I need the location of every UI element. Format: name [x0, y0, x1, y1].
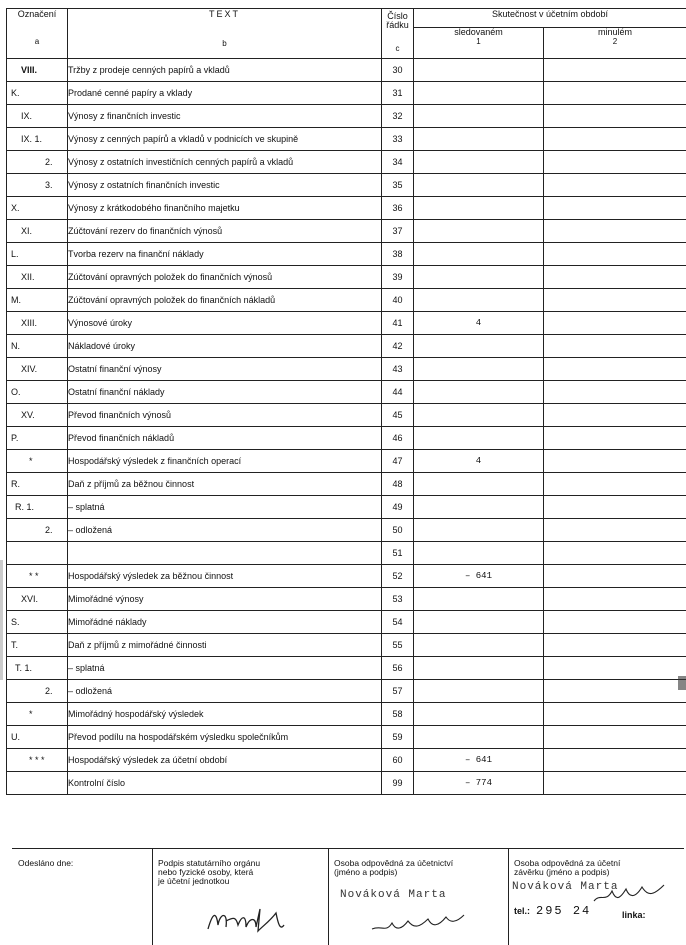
previous-period-cell [544, 197, 686, 220]
table-row [7, 703, 686, 726]
row-text: Daň z příjmů za běžnou činnost [68, 473, 382, 496]
closing-label: Osoba odpovědná za účetní závěrku (jméno a podpis) [514, 859, 620, 877]
accounting-person-name: Nováková Marta [340, 891, 446, 900]
row-number: 34 [382, 151, 414, 174]
previous-header-label: minulém [544, 28, 686, 37]
column-header-current [414, 28, 544, 59]
row-code [7, 243, 68, 266]
row-code-label: * [7, 709, 33, 719]
telephone-field [514, 907, 591, 916]
row-code-label: S. [7, 617, 20, 627]
row-text: Zúčtování rezerv do finančních výnosů [68, 220, 382, 243]
table-row [7, 358, 686, 381]
row-code [7, 657, 68, 680]
previous-period-cell [544, 703, 686, 726]
previous-period-cell [544, 105, 686, 128]
text-header-label: TEXT [209, 9, 240, 19]
row-number: 35 [382, 174, 414, 197]
row-code [7, 381, 68, 404]
row-code [7, 174, 68, 197]
current-period-cell [414, 473, 544, 496]
scan-corner-mark [678, 676, 686, 690]
current-period-cell [414, 404, 544, 427]
current-period-value: – 774 [465, 778, 492, 788]
table-row [7, 772, 686, 795]
row-number: 39 [382, 266, 414, 289]
current-period-cell [414, 59, 544, 82]
column-header-row-number [382, 9, 414, 59]
row-code-label: XV. [7, 410, 35, 420]
row-text: Výnosy z ostatních investičních cenných papírů a vkladů [68, 151, 382, 174]
current-period-value: – 641 [465, 755, 492, 765]
row-code [7, 473, 68, 496]
row-number: 58 [382, 703, 414, 726]
row-text: Mimořádný hospodářský výsledek [68, 703, 382, 726]
current-period-cell [414, 588, 544, 611]
row-code [7, 680, 68, 703]
table-row [7, 174, 686, 197]
table-row [7, 519, 686, 542]
row-code [7, 59, 68, 82]
previous-period-cell [544, 128, 686, 151]
row-number: 53 [382, 588, 414, 611]
table-body [7, 59, 686, 795]
row-code [7, 358, 68, 381]
row-number: 40 [382, 289, 414, 312]
current-period-cell [414, 680, 544, 703]
row-code [7, 588, 68, 611]
closing-person-box [508, 849, 684, 945]
accounting-signature-icon [368, 905, 478, 937]
current-period-value: 4 [476, 456, 481, 466]
current-period-cell [414, 197, 544, 220]
row-number: 55 [382, 634, 414, 657]
previous-period-cell [544, 749, 686, 772]
previous-period-cell [544, 381, 686, 404]
previous-period-cell [544, 611, 686, 634]
row-code [7, 726, 68, 749]
row-text: – splatná [68, 496, 382, 519]
table-row [7, 243, 686, 266]
row-code [7, 82, 68, 105]
previous-period-cell [544, 726, 686, 749]
previous-header-sub: 2 [544, 37, 686, 46]
current-period-cell [414, 312, 544, 335]
row-code-label: P. [7, 433, 18, 443]
row-text: Převod podílu na hospodářském výsledku společníkům [68, 726, 382, 749]
column-header-text [68, 9, 382, 59]
row-code [7, 542, 68, 565]
row-text: Prodané cenné papíry a vklady [68, 82, 382, 105]
previous-period-cell [544, 82, 686, 105]
table-row [7, 381, 686, 404]
table-row [7, 266, 686, 289]
row-code [7, 312, 68, 335]
row-code-label: * * [7, 571, 39, 581]
row-code-label: L. [7, 249, 19, 259]
column-group-period: Skutečnost v účetním období [414, 9, 686, 28]
row-number: 33 [382, 128, 414, 151]
table-row [7, 680, 686, 703]
row-number: 37 [382, 220, 414, 243]
row-number: 57 [382, 680, 414, 703]
row-code [7, 427, 68, 450]
row-text: Převod finančních výnosů [68, 404, 382, 427]
previous-period-cell [544, 220, 686, 243]
row-code [7, 496, 68, 519]
row-code [7, 128, 68, 151]
current-period-cell [414, 749, 544, 772]
row-code [7, 197, 68, 220]
current-period-cell [414, 450, 544, 473]
row-number: 41 [382, 312, 414, 335]
row-code-label: R. [7, 479, 20, 489]
previous-period-cell [544, 772, 686, 795]
current-period-cell [414, 726, 544, 749]
row-code-label: VIII. [7, 65, 37, 75]
row-number: 49 [382, 496, 414, 519]
table-row [7, 105, 686, 128]
code-header-sub: a [7, 37, 67, 46]
sent-date-box [12, 849, 153, 945]
row-code [7, 335, 68, 358]
previous-period-cell [544, 151, 686, 174]
row-code-label: 2. [7, 686, 53, 696]
table-row [7, 289, 686, 312]
scan-edge-mark [0, 560, 3, 680]
row-text: Výnosy z finančních investic [68, 105, 382, 128]
current-period-cell [414, 565, 544, 588]
current-header-sub: 1 [414, 37, 543, 46]
current-period-value: 4 [476, 318, 481, 328]
row-code [7, 519, 68, 542]
row-code-label: XVI. [7, 594, 38, 604]
table-row [7, 220, 686, 243]
row-number: 59 [382, 726, 414, 749]
accounting-person-box [328, 849, 509, 945]
current-period-cell [414, 496, 544, 519]
table-row [7, 611, 686, 634]
row-number: 51 [382, 542, 414, 565]
row-text: Tvorba rezerv na finanční náklady [68, 243, 382, 266]
current-period-cell [414, 128, 544, 151]
current-period-cell [414, 358, 544, 381]
row-text [68, 542, 382, 565]
row-code-label: K. [7, 88, 20, 98]
table-row [7, 312, 686, 335]
column-header-code [7, 9, 68, 59]
previous-period-cell [544, 657, 686, 680]
statutory-signature-icon [200, 895, 300, 939]
row-code-label: M. [7, 295, 21, 305]
current-period-cell [414, 220, 544, 243]
text-header-sub: b [68, 39, 381, 48]
row-code [7, 266, 68, 289]
accounting-label: Osoba odpovědná za účetnictví (jméno a podpis) [334, 859, 453, 877]
current-period-cell [414, 335, 544, 358]
previous-period-cell [544, 174, 686, 197]
row-number: 45 [382, 404, 414, 427]
previous-period-cell [544, 427, 686, 450]
row-code-label: R. 1. [7, 502, 34, 512]
row-code-label: * [7, 456, 33, 466]
row-number: 31 [382, 82, 414, 105]
row-code [7, 450, 68, 473]
row-code-label: 2. [7, 157, 53, 167]
financial-statement-table [6, 8, 686, 795]
current-period-cell [414, 657, 544, 680]
row-code [7, 749, 68, 772]
closing-signature-icon [590, 879, 680, 909]
row-text: Ostatní finanční výnosy [68, 358, 382, 381]
table-row [7, 565, 686, 588]
row-text: – splatná [68, 657, 382, 680]
table-row [7, 496, 686, 519]
row-code-label: XIII. [7, 318, 37, 328]
current-period-cell [414, 772, 544, 795]
row-code-label: U. [7, 732, 20, 742]
row-number: 52 [382, 565, 414, 588]
row-code [7, 703, 68, 726]
row-code-label: X. [7, 203, 20, 213]
row-text: Výnosové úroky [68, 312, 382, 335]
current-period-cell [414, 427, 544, 450]
row-number: 47 [382, 450, 414, 473]
row-code-label: * * * [7, 755, 45, 765]
table-row [7, 128, 686, 151]
telephone-value: 295 24 [536, 904, 591, 918]
row-code-label: O. [7, 387, 21, 397]
current-period-value: – 641 [465, 571, 492, 581]
row-text: Výnosy z ostatních finančních investic [68, 174, 382, 197]
row-number-header-label-2: řádku [382, 21, 413, 30]
row-text: Hospodářský výsledek za účetní období [68, 749, 382, 772]
current-period-cell [414, 151, 544, 174]
previous-period-cell [544, 335, 686, 358]
previous-period-cell [544, 404, 686, 427]
row-text: – odložená [68, 680, 382, 703]
current-period-cell [414, 266, 544, 289]
row-number: 50 [382, 519, 414, 542]
previous-period-cell [544, 358, 686, 381]
row-text: Mimořádné výnosy [68, 588, 382, 611]
row-code [7, 634, 68, 657]
previous-period-cell [544, 634, 686, 657]
table-row [7, 450, 686, 473]
row-code-label: 3. [7, 180, 53, 190]
current-period-cell [414, 381, 544, 404]
sent-date-label: Odesláno dne: [18, 859, 73, 868]
row-number: 48 [382, 473, 414, 496]
row-number: 43 [382, 358, 414, 381]
current-period-cell [414, 634, 544, 657]
row-text: Výnosy z krátkodobého finančního majetku [68, 197, 382, 220]
table-row [7, 82, 686, 105]
previous-period-cell [544, 473, 686, 496]
row-text: – odložená [68, 519, 382, 542]
row-code-label: IX. [7, 111, 32, 121]
table-row [7, 197, 686, 220]
previous-period-cell [544, 496, 686, 519]
row-code-label: T. [7, 640, 18, 650]
extension-label: linka: [622, 911, 646, 920]
row-code [7, 565, 68, 588]
current-period-cell [414, 519, 544, 542]
current-period-cell [414, 82, 544, 105]
table-row [7, 335, 686, 358]
previous-period-cell [544, 519, 686, 542]
table-row [7, 59, 686, 82]
row-number: 56 [382, 657, 414, 680]
current-header-label: sledovaném [414, 28, 543, 37]
table-row [7, 404, 686, 427]
table-row [7, 427, 686, 450]
table-row [7, 634, 686, 657]
row-number: 54 [382, 611, 414, 634]
table-row [7, 542, 686, 565]
table-row [7, 726, 686, 749]
row-text: Ostatní finanční náklady [68, 381, 382, 404]
current-period-cell [414, 611, 544, 634]
row-text: Převod finančních nákladů [68, 427, 382, 450]
row-number: 30 [382, 59, 414, 82]
previous-period-cell [544, 312, 686, 335]
row-number: 32 [382, 105, 414, 128]
row-text: Nákladové úroky [68, 335, 382, 358]
row-code-label: XIV. [7, 364, 37, 374]
table-row [7, 588, 686, 611]
row-text: Zúčtování opravných položek do finančních výnosů [68, 266, 382, 289]
previous-period-cell [544, 289, 686, 312]
previous-period-cell [544, 542, 686, 565]
statutory-signature-box [152, 849, 329, 945]
row-number-header-sub: c [382, 44, 413, 53]
row-number: 42 [382, 335, 414, 358]
statutory-label: Podpis statutárního orgánu nebo fyzické osoby, která je účetní jednotkou [158, 859, 260, 886]
row-text: Zúčtování opravných položek do finančních nákladů [68, 289, 382, 312]
row-number: 38 [382, 243, 414, 266]
table-row [7, 749, 686, 772]
previous-period-cell [544, 565, 686, 588]
telephone-label: tel.: [514, 906, 530, 916]
row-text: Výnosy z cenných papírů a vkladů v podnicích ve skupině [68, 128, 382, 151]
row-text: Daň z příjmů z mimořádné činnosti [68, 634, 382, 657]
previous-period-cell [544, 59, 686, 82]
current-period-cell [414, 703, 544, 726]
signature-footer [12, 848, 684, 945]
row-code-label: XII. [7, 272, 35, 282]
closing-person-name: Nováková Marta [512, 883, 618, 892]
previous-period-cell [544, 266, 686, 289]
row-code [7, 611, 68, 634]
row-text: Tržby z prodeje cenných papírů a vkladů [68, 59, 382, 82]
previous-period-cell [544, 588, 686, 611]
row-number-header-label-1: Číslo [382, 12, 413, 21]
row-code [7, 289, 68, 312]
row-number: 60 [382, 749, 414, 772]
current-period-cell [414, 105, 544, 128]
row-text: Mimořádné náklady [68, 611, 382, 634]
table-row [7, 657, 686, 680]
previous-period-cell [544, 450, 686, 473]
row-code-label: T. 1. [7, 663, 32, 673]
row-code [7, 404, 68, 427]
table-row [7, 473, 686, 496]
current-period-cell [414, 174, 544, 197]
current-period-cell [414, 542, 544, 565]
row-code [7, 151, 68, 174]
row-code [7, 105, 68, 128]
row-number: 44 [382, 381, 414, 404]
row-number: 99 [382, 772, 414, 795]
row-text: Hospodářský výsledek za běžnou činnost [68, 565, 382, 588]
row-code-label: N. [7, 341, 20, 351]
row-code [7, 220, 68, 243]
previous-period-cell [544, 680, 686, 703]
code-header-label: Označení [18, 9, 57, 19]
row-code-label: IX. 1. [7, 134, 42, 144]
table-row [7, 151, 686, 174]
row-text: Hospodářský výsledek z finančních operací [68, 450, 382, 473]
row-text: Kontrolní číslo [68, 772, 382, 795]
row-number: 36 [382, 197, 414, 220]
current-period-cell [414, 289, 544, 312]
row-code-label: XI. [7, 226, 32, 236]
column-header-previous [544, 28, 686, 59]
row-code [7, 772, 68, 795]
previous-period-cell [544, 243, 686, 266]
row-code-label: 2. [7, 525, 53, 535]
current-period-cell [414, 243, 544, 266]
row-number: 46 [382, 427, 414, 450]
